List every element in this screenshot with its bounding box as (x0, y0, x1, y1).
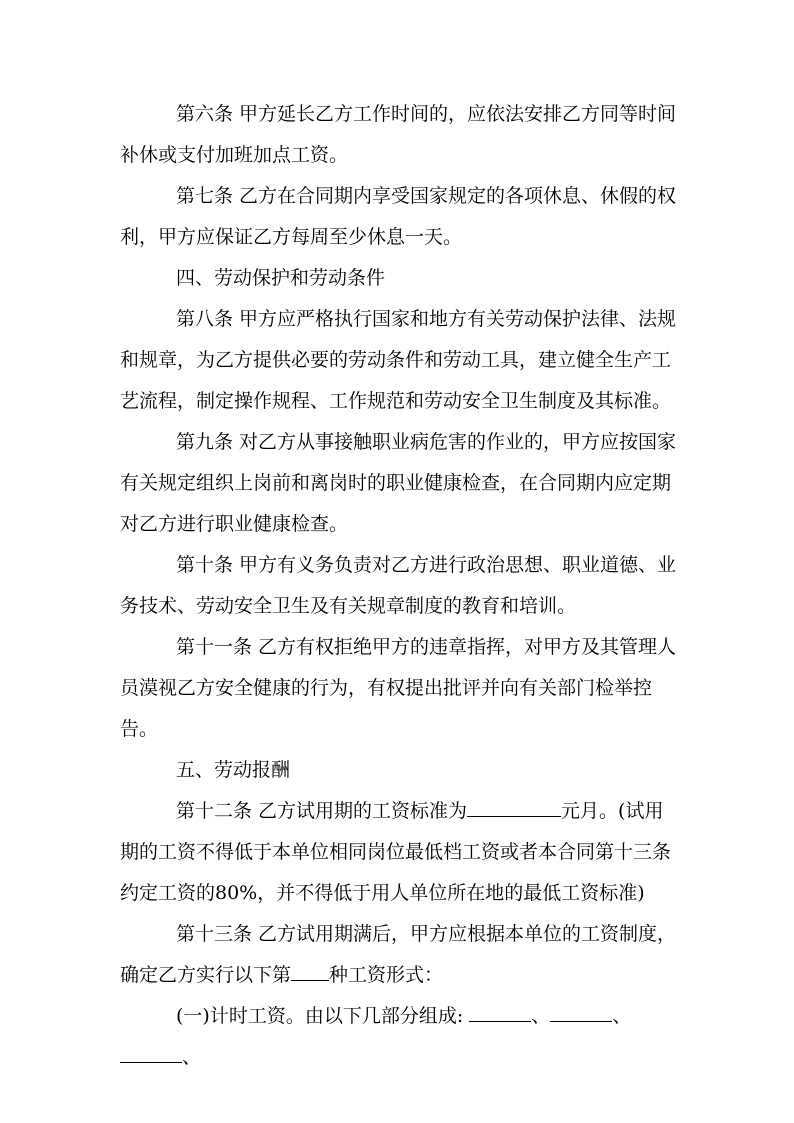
separator-3: 、 (182, 1046, 202, 1068)
section-5-heading: 五、劳动报酬 (176, 759, 291, 781)
item-1-time-wage (120, 996, 680, 1078)
separator-1: 、 (531, 1005, 551, 1027)
document-page (120, 94, 680, 1078)
wage-form-number-blank[interactable] (291, 962, 329, 981)
wage-component-blank-3[interactable] (120, 1044, 182, 1063)
article-11: 第十一条 乙方有权拒绝甲方的违章指挥，对甲方及其管理人员漠视乙方安全健康的行为，有权提出批评并向有关部门检举控告。 (120, 636, 677, 740)
article-12-text-before: 第十二条 乙方试用期的工资标准为 (176, 800, 468, 822)
article-6: 第六条 甲方延长乙方工作时间的，应依法安排乙方同等时间补休或支付加班加点工资。 (120, 103, 677, 166)
probation-wage-blank[interactable] (467, 798, 561, 817)
article-13-text-after: 种工资形式： (329, 964, 444, 986)
wage-component-blank-1[interactable] (469, 1003, 531, 1022)
article-13-text-before: 第十三条 乙方试用期满后，甲方应根据本单位的工资制度，确定乙方实行以下第 (120, 923, 677, 986)
article-13 (120, 914, 680, 996)
article-8: 第八条 甲方应严格执行国家和地方有关劳动保护法律、法规和规章，为乙方提供必要的劳动条件和劳动工具，建立健全生产工艺流程，制定操作规程、工作规范和劳动安全卫生制度及其标准。 (120, 308, 677, 412)
article-9: 第九条 对乙方从事接触职业病危害的作业的，甲方应按国家有关规定组织上岗前和离岗时的职业健康检查，在合同期内应定期对乙方进行职业健康检查。 (120, 431, 677, 535)
article-12 (120, 791, 680, 914)
item-1-text: (一)计时工资。由以下几部分组成: (176, 1005, 464, 1027)
article-10: 第十条 甲方有义务负责对乙方进行政治思想、职业道德、业务技术、劳动安全卫生及有关规章制度的教育和培训。 (120, 554, 677, 617)
article-12-text-after: 元月。(试用期的工资不得低于本单位相同岗位最低档工资或者本合同第十三条约定工资的80%，并不得低于用人单位所在地的最低工资标准) (120, 800, 672, 904)
section-4-heading: 四、劳动保护和劳动条件 (176, 267, 386, 289)
wage-component-blank-2[interactable] (550, 1003, 612, 1022)
separator-2: 、 (612, 1005, 632, 1027)
article-7: 第七条 乙方在合同期内享受国家规定的各项休息、休假的权利，甲方应保证乙方每周至少休息一天。 (120, 185, 677, 248)
